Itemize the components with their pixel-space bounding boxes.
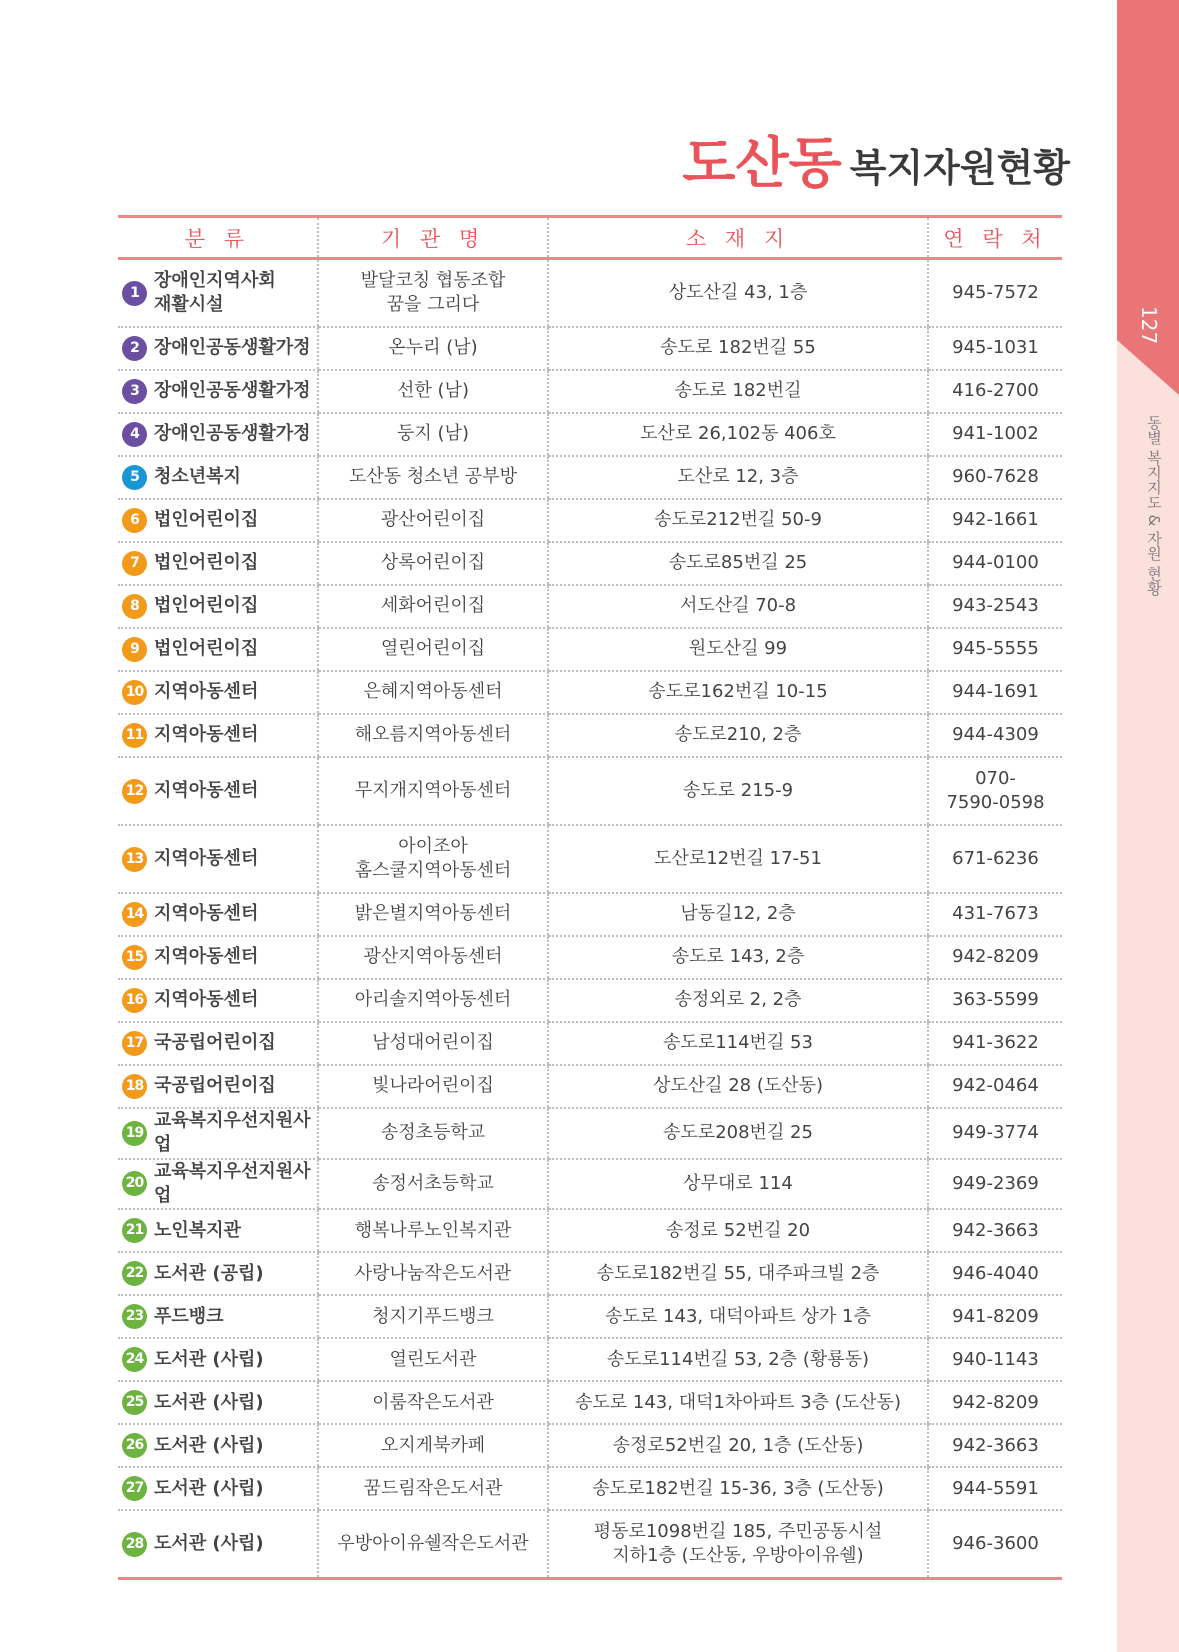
- row-category: 법인어린이집: [154, 638, 259, 660]
- row-number-badge: 16: [122, 988, 147, 1013]
- row-number-badge: 10: [122, 680, 147, 705]
- row-address: 송도로162번길 10-15: [548, 671, 928, 714]
- row-category: 법인어린이집: [154, 595, 259, 617]
- row-institution: 광산어린이집: [318, 499, 548, 542]
- row-address: 송도로 182번길: [548, 370, 928, 413]
- row-category-cell: [118, 1467, 318, 1510]
- row-address: 남동길12, 2층: [548, 893, 928, 936]
- row-number-badge: 17: [122, 1031, 147, 1056]
- header-contact: 연 락 처: [928, 217, 1062, 259]
- table-row: [118, 413, 1062, 456]
- row-address: 송정로 52번길 20: [548, 1209, 928, 1252]
- page-number: 127: [1137, 305, 1161, 345]
- row-category: 법인어린이집: [154, 509, 259, 531]
- row-institution: 아이조아 홈스쿨지역아동센터: [318, 825, 548, 893]
- row-institution: 광산지역아동센터: [318, 936, 548, 979]
- row-institution: 송정서초등학교: [318, 1159, 548, 1210]
- row-phone: 944-0100: [928, 542, 1062, 585]
- table-row: [118, 628, 1062, 671]
- row-phone: 944-4309: [928, 714, 1062, 757]
- table-row: [118, 542, 1062, 585]
- row-number-badge: 24: [122, 1347, 147, 1372]
- header-address: 소 재 지: [548, 217, 928, 259]
- title-subtitle: 복지자원현황: [849, 146, 1070, 190]
- row-phone: 945-1031: [928, 327, 1062, 370]
- row-category: 장애인공동생활가정: [154, 337, 311, 359]
- row-address: 도산로12번길 17-51: [548, 825, 928, 893]
- row-phone: 942-3663: [928, 1209, 1062, 1252]
- title-district: 도산동: [682, 131, 842, 195]
- row-address: 송정외로 2, 2층: [548, 979, 928, 1022]
- row-institution: 둥지 (남): [318, 413, 548, 456]
- row-phone: 944-1691: [928, 671, 1062, 714]
- row-address: 송도로 182번길 55: [548, 327, 928, 370]
- row-category-cell: [118, 499, 318, 542]
- table-row: [118, 370, 1062, 413]
- row-number-badge: 4: [122, 422, 147, 447]
- row-address: 송도로208번길 25: [548, 1108, 928, 1159]
- row-institution: 이룸작은도서관: [318, 1381, 548, 1424]
- table-row: [118, 585, 1062, 628]
- row-institution: 사랑나눔작은도서관: [318, 1252, 548, 1295]
- row-institution: 해오름지역아동센터: [318, 714, 548, 757]
- row-number-badge: 27: [122, 1476, 147, 1501]
- row-phone: 942-8209: [928, 936, 1062, 979]
- table-header-row: [118, 217, 1062, 259]
- row-address: 송도로114번길 53: [548, 1022, 928, 1065]
- row-category: 지역아동센터: [154, 724, 259, 746]
- row-category-cell: [118, 1338, 318, 1381]
- row-phone: 363-5599: [928, 979, 1062, 1022]
- row-phone: 941-1002: [928, 413, 1062, 456]
- row-institution: 발달코칭 협동조합 꿈을 그리다: [318, 259, 548, 328]
- row-category: 국공립어린이집: [154, 1075, 276, 1097]
- row-phone: 431-7673: [928, 893, 1062, 936]
- row-institution: 상록어린이집: [318, 542, 548, 585]
- row-number-badge: 19: [122, 1121, 147, 1146]
- row-category-cell: [118, 1159, 318, 1210]
- row-category-cell: [118, 1424, 318, 1467]
- row-address: 상도산길 43, 1층: [548, 259, 928, 328]
- row-category: 장애인공동생활가정: [154, 380, 311, 402]
- row-address: 송도로85번길 25: [548, 542, 928, 585]
- row-institution: 밝은별지역아동센터: [318, 893, 548, 936]
- table-row: [118, 259, 1062, 328]
- row-institution: 열린어린이집: [318, 628, 548, 671]
- header-category: 분 류: [118, 217, 318, 259]
- row-address: 송도로 143, 2층: [548, 936, 928, 979]
- row-category: 법인어린이집: [154, 552, 259, 574]
- row-number-badge: 15: [122, 945, 147, 970]
- row-institution: 아리솔지역아동센터: [318, 979, 548, 1022]
- row-number-badge: 13: [122, 847, 147, 872]
- table-row: [118, 499, 1062, 542]
- row-category: 청소년복지: [154, 466, 241, 488]
- row-institution: 남성대어린이집: [318, 1022, 548, 1065]
- row-address: 송도로212번길 50-9: [548, 499, 928, 542]
- row-category-cell: [118, 979, 318, 1022]
- row-number-badge: 25: [122, 1390, 147, 1415]
- row-phone: 070- 7590-0598: [928, 757, 1062, 825]
- row-number-badge: 23: [122, 1304, 147, 1329]
- row-category: 도서관 (사립): [154, 1348, 264, 1370]
- row-category: 교육복지우선지원사업: [154, 1110, 311, 1156]
- row-category-cell: [118, 671, 318, 714]
- row-institution: 오지게북카페: [318, 1424, 548, 1467]
- row-category-cell: [118, 1108, 318, 1159]
- row-number-badge: 6: [122, 508, 147, 533]
- row-phone: 941-3622: [928, 1022, 1062, 1065]
- row-category: 지역아동센터: [154, 847, 259, 869]
- row-institution: 청지기푸드뱅크: [318, 1295, 548, 1338]
- row-phone: 942-1661: [928, 499, 1062, 542]
- row-category: 교육복지우선지원사업: [154, 1160, 311, 1206]
- row-category-cell: [118, 456, 318, 499]
- row-category-cell: [118, 413, 318, 456]
- row-institution: 우방아이유쉘작은도서관: [318, 1510, 548, 1579]
- row-address: 송도로 215-9: [548, 757, 928, 825]
- row-address: 상무대로 114: [548, 1159, 928, 1210]
- row-phone: 941-8209: [928, 1295, 1062, 1338]
- row-number-badge: 20: [122, 1171, 147, 1196]
- row-category-cell: [118, 585, 318, 628]
- table-row: [118, 1209, 1062, 1252]
- row-phone: 940-1143: [928, 1338, 1062, 1381]
- row-category-cell: [118, 327, 318, 370]
- table-row: [118, 671, 1062, 714]
- page-title: [600, 128, 1070, 198]
- row-phone: 943-2543: [928, 585, 1062, 628]
- row-address: 송정로52번길 20, 1층 (도산동): [548, 1424, 928, 1467]
- row-phone: 960-7628: [928, 456, 1062, 499]
- row-category: 장애인공동생활가정: [154, 423, 311, 445]
- row-institution: 세화어린이집: [318, 585, 548, 628]
- row-category-cell: [118, 757, 318, 825]
- row-category: 노인복지관: [154, 1219, 241, 1241]
- row-number-badge: 2: [122, 336, 147, 361]
- row-phone: 945-7572: [928, 259, 1062, 328]
- row-category-cell: [118, 714, 318, 757]
- row-category: 도서관 (사립): [154, 1533, 264, 1555]
- row-number-badge: 26: [122, 1433, 147, 1458]
- row-phone: 942-8209: [928, 1381, 1062, 1424]
- row-address: 도산로 12, 3층: [548, 456, 928, 499]
- row-number-badge: 5: [122, 465, 147, 490]
- row-phone: 671-6236: [928, 825, 1062, 893]
- table-row: [118, 456, 1062, 499]
- row-category: 도서관 (사립): [154, 1477, 264, 1499]
- row-address: 송도로 143, 대덕1차아파트 3층 (도산동): [548, 1381, 928, 1424]
- row-category-cell: [118, 1381, 318, 1424]
- row-category-cell: [118, 370, 318, 413]
- row-category-cell: [118, 628, 318, 671]
- table-row: [118, 1467, 1062, 1510]
- row-category: 지역아동센터: [154, 903, 259, 925]
- row-institution: 행복나루노인복지관: [318, 1209, 548, 1252]
- table-row: [118, 893, 1062, 936]
- table-row: [118, 714, 1062, 757]
- row-category-cell: [118, 1510, 318, 1579]
- row-number-badge: 8: [122, 594, 147, 619]
- row-institution: 송정초등학교: [318, 1108, 548, 1159]
- row-phone: 416-2700: [928, 370, 1062, 413]
- row-category: 지역아동센터: [154, 946, 259, 968]
- row-address: 평동로1098번길 185, 주민공동시설 지하1층 (도산동, 우방아이유쉘): [548, 1510, 928, 1579]
- row-phone: 944-5591: [928, 1467, 1062, 1510]
- row-category: 지역아동센터: [154, 989, 259, 1011]
- row-address: 송도로114번길 53, 2층 (황룡동): [548, 1338, 928, 1381]
- row-category: 도서관 (공립): [154, 1262, 264, 1284]
- row-category: 푸드뱅크: [154, 1305, 224, 1327]
- row-category: 지역아동센터: [154, 681, 259, 703]
- row-number-badge: 7: [122, 551, 147, 576]
- row-number-badge: 18: [122, 1074, 147, 1099]
- row-address: 원도산길 99: [548, 628, 928, 671]
- row-category-cell: [118, 936, 318, 979]
- row-category: 도서관 (사립): [154, 1391, 264, 1413]
- row-institution: 선한 (남): [318, 370, 548, 413]
- row-category-cell: [118, 1209, 318, 1252]
- row-number-badge: 14: [122, 902, 147, 927]
- table-row: [118, 936, 1062, 979]
- row-category-cell: [118, 825, 318, 893]
- row-address: 송도로182번길 15-36, 3층 (도산동): [548, 1467, 928, 1510]
- table-row: [118, 1381, 1062, 1424]
- row-institution: 온누리 (남): [318, 327, 548, 370]
- row-number-badge: 3: [122, 379, 147, 404]
- row-category: 도서관 (사립): [154, 1434, 264, 1456]
- row-category-cell: [118, 542, 318, 585]
- row-address: 송도로182번길 55, 대주파크빌 2층: [548, 1252, 928, 1295]
- row-institution: 열린도서관: [318, 1338, 548, 1381]
- table-row: [118, 979, 1062, 1022]
- table-row: [118, 1252, 1062, 1295]
- table-row: [118, 1108, 1062, 1159]
- row-phone: 946-4040: [928, 1252, 1062, 1295]
- row-number-badge: 22: [122, 1261, 147, 1286]
- table-row: [118, 1159, 1062, 1210]
- row-category: 장애인지역사회 재활시설: [154, 269, 276, 315]
- table-row: [118, 327, 1062, 370]
- row-institution: 은혜지역아동센터: [318, 671, 548, 714]
- table-row: [118, 1295, 1062, 1338]
- row-institution: 무지개지역아동센터: [318, 757, 548, 825]
- table-body: [118, 259, 1062, 1579]
- row-institution: 도산동 청소년 공부방: [318, 456, 548, 499]
- header-institution: 기 관 명: [318, 217, 548, 259]
- row-number-badge: 12: [122, 779, 147, 804]
- row-institution: 꿈드림작은도서관: [318, 1467, 548, 1510]
- row-number-badge: 21: [122, 1218, 147, 1243]
- section-label: 동별 복지지도 & 자원 현황: [1145, 414, 1163, 596]
- row-category: 국공립어린이집: [154, 1032, 276, 1054]
- table-row: [118, 1065, 1062, 1108]
- row-address: 송도로210, 2층: [548, 714, 928, 757]
- row-category-cell: [118, 259, 318, 328]
- row-phone: 945-5555: [928, 628, 1062, 671]
- table-row: [118, 1022, 1062, 1065]
- row-number-badge: 28: [122, 1532, 147, 1557]
- row-category-cell: [118, 1252, 318, 1295]
- table-row: [118, 1424, 1062, 1467]
- row-address: 도산로 26,102동 406호: [548, 413, 928, 456]
- row-phone: 949-2369: [928, 1159, 1062, 1210]
- table-row: [118, 1338, 1062, 1381]
- row-phone: 942-0464: [928, 1065, 1062, 1108]
- row-category-cell: [118, 1065, 318, 1108]
- row-address: 상도산길 28 (도산동): [548, 1065, 928, 1108]
- row-category: 지역아동센터: [154, 779, 259, 801]
- row-phone: 946-3600: [928, 1510, 1062, 1579]
- welfare-resource-table: [118, 215, 1062, 1580]
- row-number-badge: 11: [122, 723, 147, 748]
- row-category-cell: [118, 1295, 318, 1338]
- table-row: [118, 825, 1062, 893]
- row-address: 서도산길 70-8: [548, 585, 928, 628]
- row-category-cell: [118, 893, 318, 936]
- row-number-badge: 9: [122, 637, 147, 662]
- row-number-badge: 1: [122, 281, 147, 306]
- row-institution: 빛나라어린이집: [318, 1065, 548, 1108]
- table-row: [118, 757, 1062, 825]
- row-phone: 949-3774: [928, 1108, 1062, 1159]
- table-row: [118, 1510, 1062, 1579]
- row-category-cell: [118, 1022, 318, 1065]
- row-phone: 942-3663: [928, 1424, 1062, 1467]
- row-address: 송도로 143, 대덕아파트 상가 1층: [548, 1295, 928, 1338]
